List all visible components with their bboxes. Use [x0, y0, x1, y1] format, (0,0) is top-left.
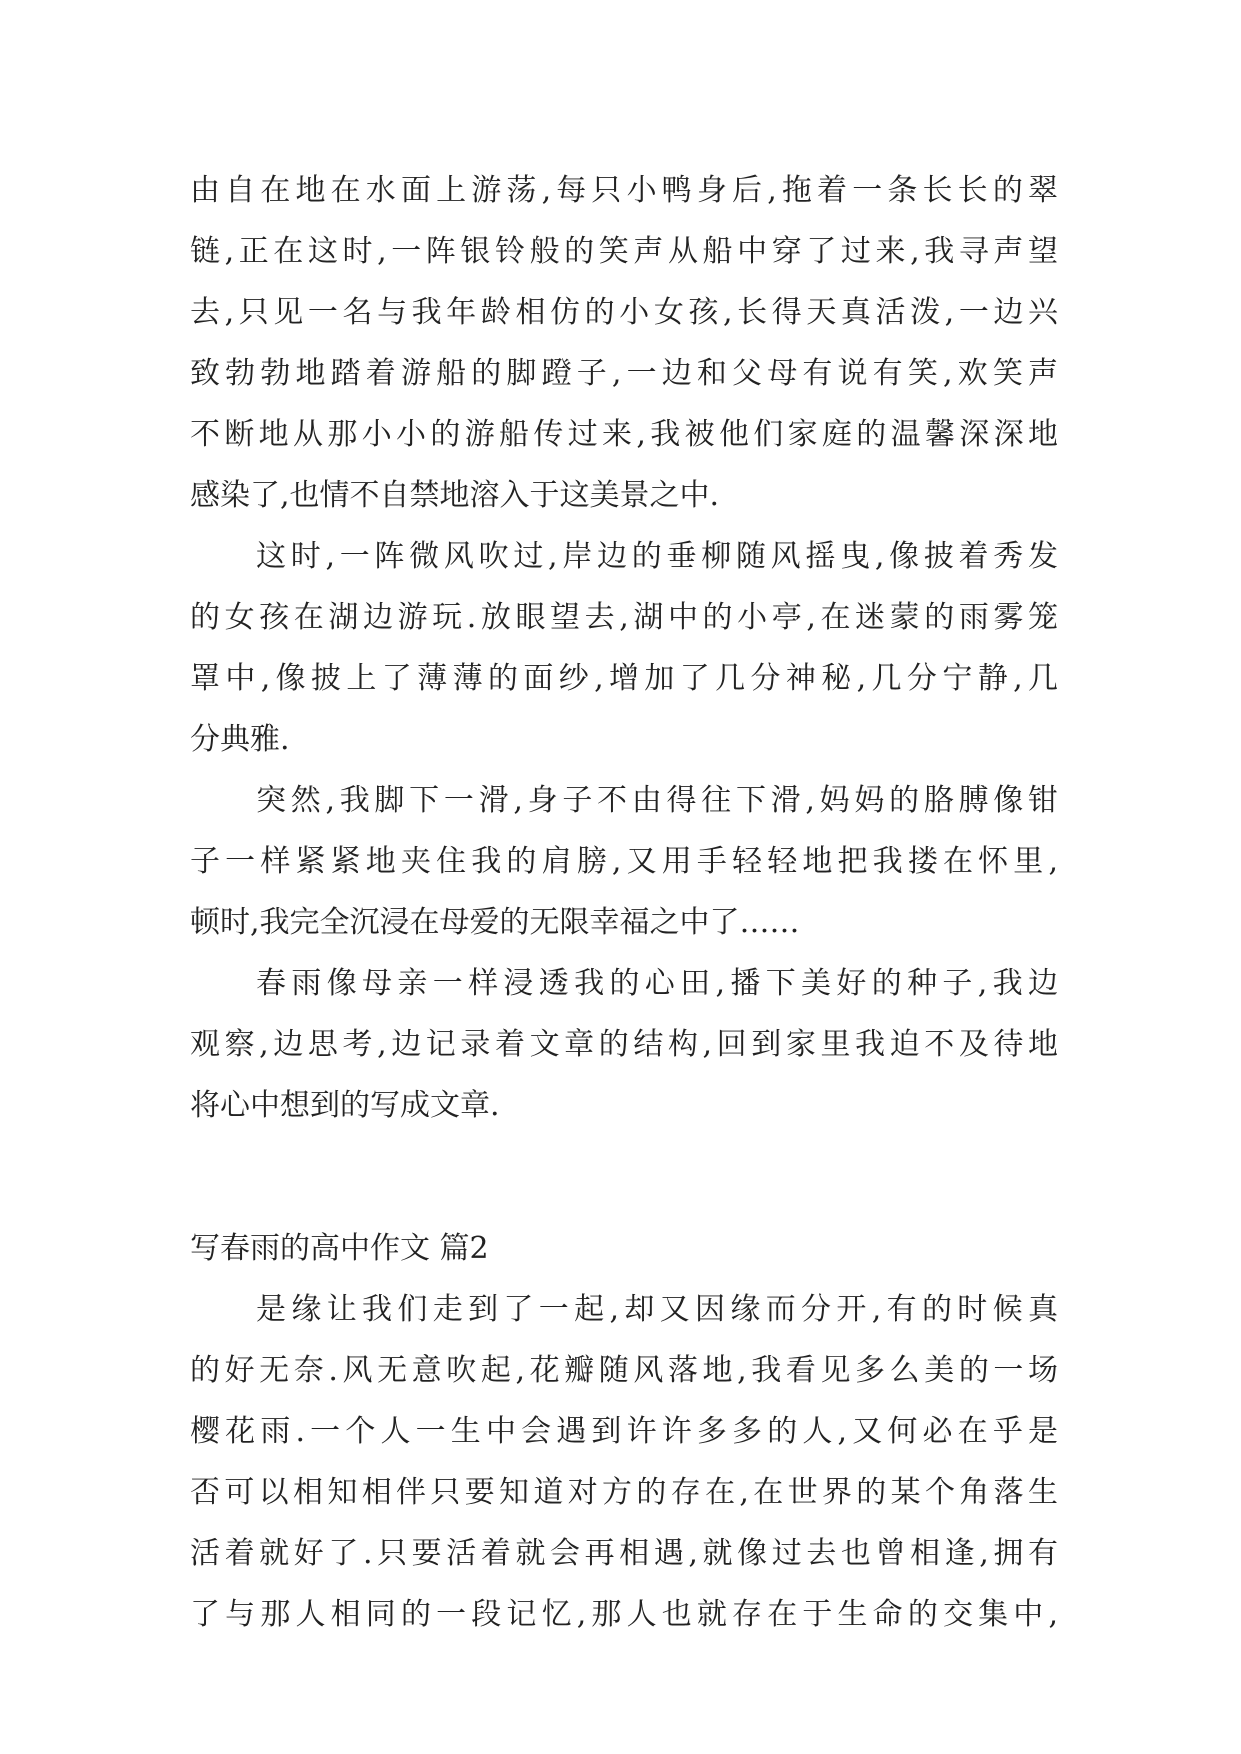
paragraph [190, 1279, 1058, 1645]
text-line: 活着就好了.只要活着就会再相遇,就像过去也曾相逢,拥有 [190, 1536, 1058, 1571]
section-heading: 写春雨的高中作文 篇2 [190, 1231, 489, 1266]
document-page [190, 160, 1058, 1645]
text-line: 不断地从那小小的游船传过来,我被他们家庭的温馨深深地 [190, 417, 1058, 452]
text-line: 否可以相知相伴只要知道对方的存在,在世界的某个角落生 [190, 1475, 1058, 1510]
paragraph [190, 160, 1058, 526]
text-line: 观察,边思考,边记录着文章的结构,回到家里我迫不及待地 [190, 1027, 1058, 1062]
text-line: 感染了,也情不自禁地溶入于这美景之中. [190, 478, 720, 513]
text-line: 将心中想到的写成文章. [190, 1088, 500, 1123]
paragraph [190, 953, 1058, 1136]
paragraph [190, 770, 1058, 953]
text-line: 子一样紧紧地夹住我的肩膀,又用手轻轻地把我搂在怀里, [190, 844, 1058, 879]
text-line: 的好无奈.风无意吹起,花瓣随风落地,我看见多么美的一场 [190, 1353, 1058, 1388]
text-line: 这时,一阵微风吹过,岸边的垂柳随风摇曳,像披着秀发 [256, 539, 1058, 574]
text-line: 了与那人相同的一段记忆,那人也就存在于生命的交集中, [190, 1597, 1058, 1632]
text-line: 顿时,我完全沉浸在母爱的无限幸福之中了…… [190, 905, 800, 940]
text-line: 罩中,像披上了薄薄的面纱,增加了几分神秘,几分宁静,几 [190, 661, 1058, 696]
text-line: 是缘让我们走到了一起,却又因缘而分开,有的时候真 [256, 1292, 1058, 1327]
text-line: 的女孩在湖边游玩.放眼望去,湖中的小亭,在迷蒙的雨雾笼 [190, 600, 1058, 635]
text-line: 致勃勃地踏着游船的脚蹬子,一边和父母有说有笑,欢笑声 [190, 356, 1058, 391]
section-spacer [190, 1136, 1058, 1218]
paragraph [190, 526, 1058, 770]
text-line: 突然,我脚下一滑,身子不由得往下滑,妈妈的胳膊像钳 [256, 783, 1058, 818]
text-line: 去,只见一名与我年龄相仿的小女孩,长得天真活泼,一边兴 [190, 295, 1058, 330]
text-line: 春雨像母亲一样浸透我的心田,播下美好的种子,我边 [256, 966, 1058, 1001]
text-line: 链,正在这时,一阵银铃般的笑声从船中穿了过来,我寻声望 [190, 234, 1058, 269]
text-line: 由自在地在水面上游荡,每只小鸭身后,拖着一条长长的翠 [190, 173, 1058, 208]
text-line: 樱花雨.一个人一生中会遇到许许多多的人,又何必在乎是 [190, 1414, 1058, 1449]
text-line: 分典雅. [190, 722, 290, 757]
